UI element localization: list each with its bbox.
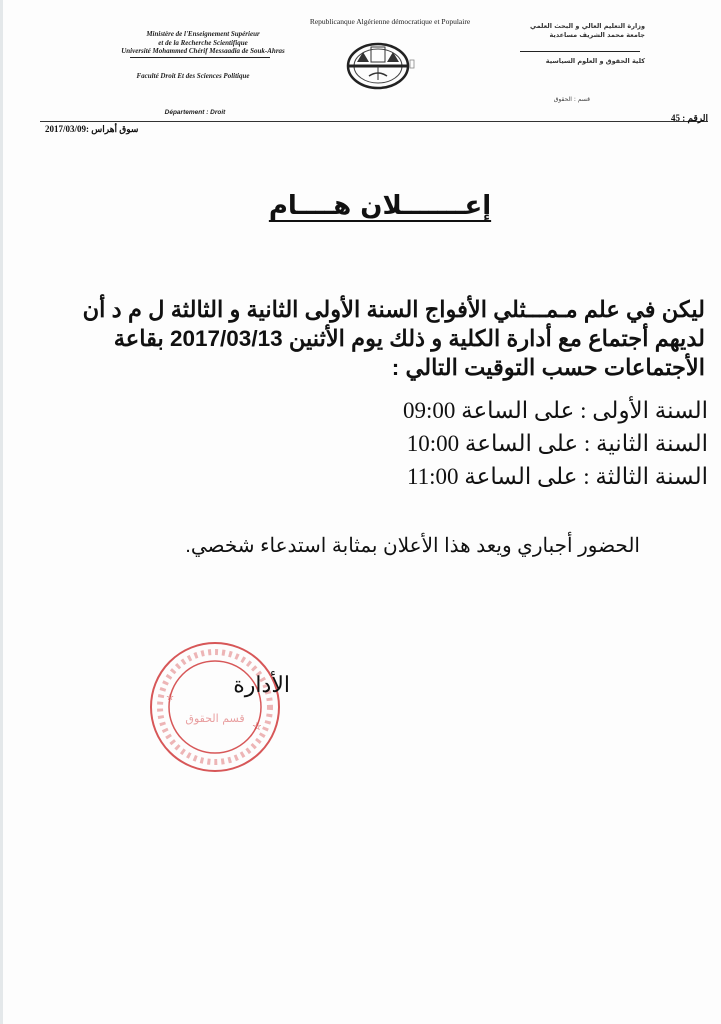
schedule-time: 09:00 — [402, 398, 456, 423]
french-ministry-header — [108, 30, 298, 56]
header-rule — [40, 121, 708, 122]
schedule-year: السنة الأولى — [592, 398, 708, 423]
arabic-ministry-header — [505, 22, 645, 40]
department-name-ar: قسم : الحقوق — [553, 96, 590, 103]
schedule-row-year-1: السنة الأولى : على الساعة 09:00 — [402, 398, 708, 423]
schedule-label: على الساعة — [461, 398, 575, 423]
announcement-body: ليكن في علم مـمـــثلي الأفواج السنة الأولى الثانية و الثالثة ل م د أن لديهم أجتماع مع أدارة الكلية و ذلك يوم الأثنين 2017/03/13 بقاعة الأجتماعات حسب التوقيت التالي : — [82, 297, 705, 380]
place-and-date: سوق أهراس :2017/03/09 — [45, 124, 139, 134]
signature-administration: الأدارة — [233, 672, 290, 697]
svg-text:☆: ☆ — [166, 693, 175, 703]
faculty-name-ar: كلية الحقوق و العلوم السياسية — [545, 57, 645, 65]
schedule-label: على الساعة — [464, 431, 579, 456]
schedule-row-year-3: السنة الثالثة : على الساعة 11:00 — [406, 464, 708, 489]
schedule-row-year-2: السنة الثانية : على الساعة 10:00 — [406, 431, 708, 456]
header-divider-ar — [520, 51, 640, 52]
reference-number: الرقم : 45 — [671, 113, 708, 123]
schedule-label: على الساعة — [464, 464, 578, 489]
schedule-year: السنة الثانية — [596, 431, 708, 456]
announcement-title: إعـــــــلان هــــام — [268, 191, 492, 221]
schedule-time: 11:00 — [406, 464, 459, 489]
bleed-through-artifact — [50, 478, 650, 494]
ministry-line-2: et de la Recherche Scientifique — [158, 38, 248, 47]
schedule-time: 10:00 — [406, 431, 460, 456]
ministry-line-1: Ministère de l'Enseignement Supérieur — [146, 30, 260, 38]
header-divider-fr — [130, 57, 270, 58]
closing-statement: الحضور أجباري ويعد هذا الأعلان بمثابة استدعاء شخصي. — [185, 535, 640, 557]
republic-title: Republicanque Algérienne démocratique et Populaire — [309, 17, 471, 26]
university-name-ar: جامعة محمد الشريف مساعدية — [549, 31, 645, 39]
ministry-name-ar: وزارة التعليم العالي و البحث العلمي — [530, 22, 645, 30]
svg-text:☆: ☆ — [252, 720, 262, 733]
university-emblem-icon — [345, 40, 415, 90]
schedule-year: السنة الثالثة — [595, 464, 708, 489]
scan-edge — [0, 0, 3, 1024]
department-name-fr: Département : Droit — [164, 109, 226, 116]
official-red-stamp-icon — [148, 640, 283, 775]
faculty-name-fr: Faculté Droit Et des Sciences Politique — [136, 72, 250, 80]
svg-text:قسم الحقوق: قسم الحقوق — [185, 712, 245, 725]
university-name-fr: Université Mohammed Chérif Messaadia de Souk-Ahras — [121, 47, 285, 55]
